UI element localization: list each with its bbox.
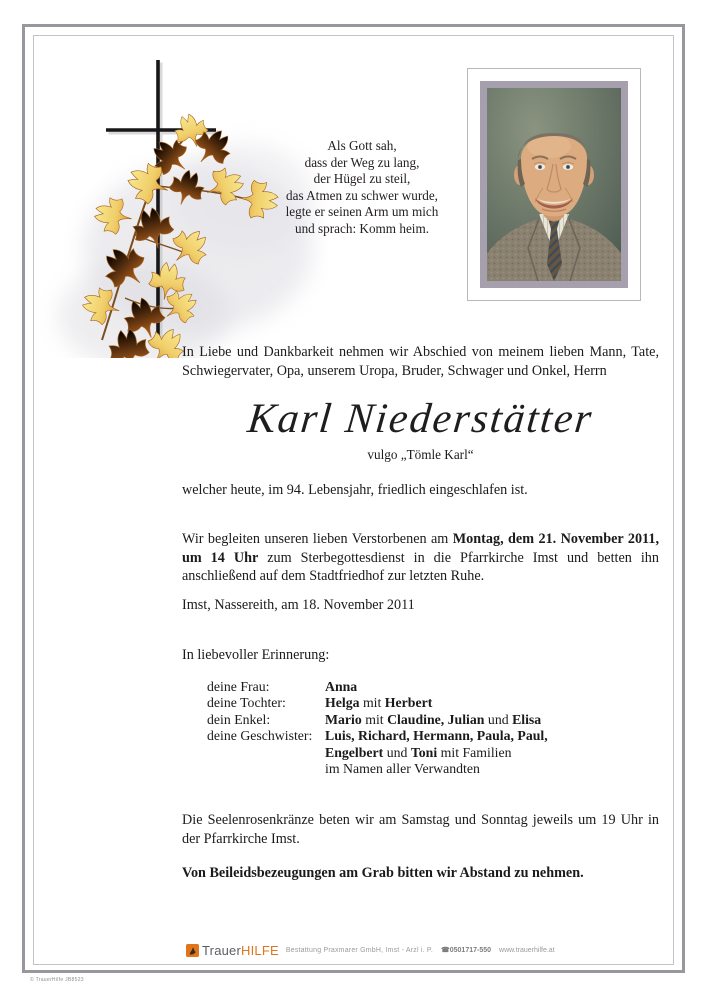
family-names: Engelbert und Toni mit Familien bbox=[325, 744, 512, 760]
brand-part-hilfe: HILFE bbox=[241, 942, 279, 958]
trauerhilfe-logo-icon bbox=[186, 944, 199, 957]
funeral-home-phone bbox=[441, 946, 491, 954]
family-relation-label: deine Geschwister: bbox=[207, 728, 313, 744]
funeral-home-website: www.trauerhilfe.at bbox=[499, 946, 555, 954]
poem-line: der Hügel zu steil, bbox=[313, 171, 411, 187]
memory-heading: In liebevoller Erinnerung: bbox=[182, 647, 330, 663]
poem-line: Als Gott sah, bbox=[327, 138, 397, 153]
funeral-home-company: Bestattung Praxmarer GmbH, Imst - Arzl i. P. bbox=[285, 946, 434, 954]
phone-icon: ☎ bbox=[441, 947, 450, 954]
family-row bbox=[207, 745, 659, 761]
poem-line: legte er seinen Arm um mich bbox=[285, 204, 439, 220]
deceased-name: Karl Niederstätter bbox=[245, 396, 596, 442]
family-names: Helga mit Herbert bbox=[325, 695, 433, 711]
phone-number: 0501717-550 bbox=[449, 947, 492, 954]
condolence-note: Von Beileidsbezeugungen am Grab bitten wir Abstand zu nehmen. bbox=[182, 865, 584, 881]
family-relation-label bbox=[207, 761, 325, 777]
poem-line: dass der Weg zu lang, bbox=[304, 154, 420, 170]
death-statement: welcher heute, im 94. Lebensjahr, friedlich eingeschlafen ist. bbox=[182, 482, 528, 498]
family-list bbox=[207, 679, 659, 777]
funeral-details: Wir begleiten unseren lieben Verstorbenen am Montag, dem 21. November 2011, um 14 Uhr zum Sterbegottesdienst in die Pfarrkirche Imst und betten ihn anschließend auf dem Stadtfriedhof zur letzten Ruhe. bbox=[182, 531, 659, 585]
family-row bbox=[207, 695, 659, 711]
poem-line: und sprach: Komm heim. bbox=[294, 220, 430, 236]
portrait-photo-frame bbox=[480, 81, 628, 288]
family-row bbox=[207, 679, 659, 695]
place-date-line: Imst, Nassereith, am 18. November 2011 bbox=[182, 597, 415, 613]
poem-line: das Atmen zu schwer wurde, bbox=[286, 187, 438, 203]
portrait-illustration bbox=[487, 88, 621, 281]
family-relation-label: dein Enkel: bbox=[207, 711, 271, 727]
funeral-home-footer bbox=[186, 942, 555, 958]
announcement-intro: In Liebe und Dankbarkeit nehmen wir Abschied von meinem lieben Mann, Tate, Schwiegervater, Opa, unserem Uropa, Bruder, Schwager und Onkel, Herrn bbox=[182, 344, 659, 379]
family-relation-label: deine Tochter: bbox=[207, 695, 286, 711]
family-row bbox=[207, 761, 659, 777]
family-row bbox=[207, 728, 659, 744]
trauerhilfe-logo-text bbox=[202, 943, 279, 958]
family-row bbox=[207, 712, 659, 728]
brand-part-trauer: Trauer bbox=[202, 942, 242, 958]
family-relation-label: deine Frau: bbox=[207, 679, 270, 694]
family-names: im Namen aller Verwandten bbox=[325, 761, 480, 777]
print-copyright: © TrauerHilfe JB8523 bbox=[30, 977, 84, 983]
deceased-vulgo-name: vulgo „Tömle Karl“ bbox=[367, 447, 474, 462]
family-names: Mario mit Claudine, Julian und Elisa bbox=[325, 711, 542, 727]
family-names: Luis, Richard, Hermann, Paula, Paul, bbox=[325, 728, 548, 744]
rosary-note: Die Seelenrosenkränze beten wir am Samstag und Sonntag jeweils um 19 Uhr in der Pfarrkirche Imst. bbox=[182, 812, 659, 847]
family-relation-label bbox=[207, 745, 325, 761]
family-names: Anna bbox=[325, 679, 358, 694]
memorial-poem bbox=[247, 138, 477, 238]
portrait-photo bbox=[467, 68, 641, 301]
